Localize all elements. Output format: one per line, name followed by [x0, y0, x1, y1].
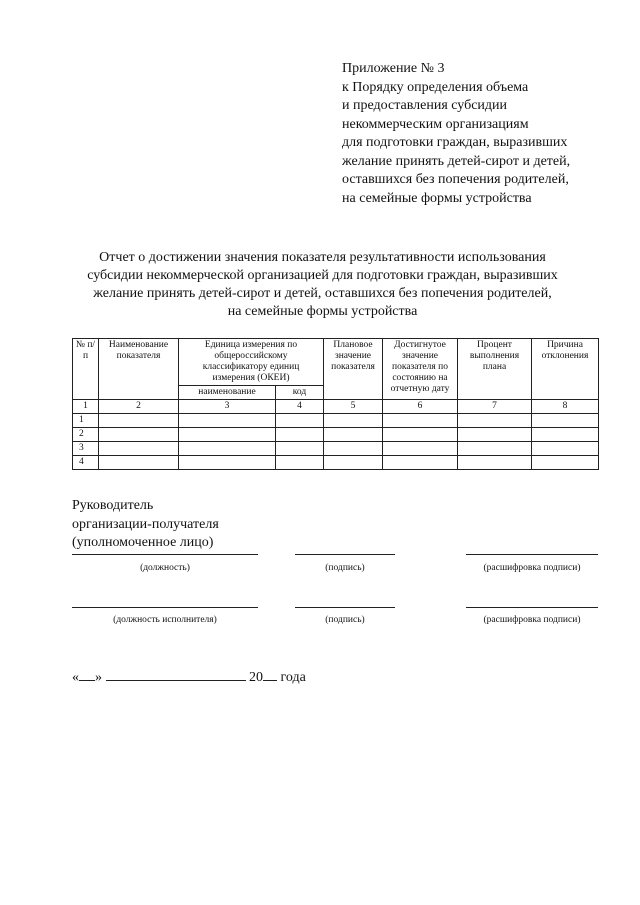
table-cell[interactable] [179, 456, 276, 470]
table-cell[interactable] [179, 414, 276, 428]
table-cell[interactable] [276, 428, 324, 442]
table-cell[interactable] [383, 414, 458, 428]
header-percent: Процент выполнения плана [458, 339, 532, 400]
report-title-line: на семейные формы устройства [227, 304, 418, 319]
year-suffix: года [280, 670, 306, 685]
header-num: № п/п [73, 339, 99, 400]
row-number: 3 [73, 442, 99, 456]
table-cell[interactable] [383, 428, 458, 442]
column-number: 7 [458, 400, 532, 414]
table-row [73, 442, 599, 456]
appendix-line: желание принять детей-сирот и детей, [342, 153, 571, 169]
column-number: 5 [324, 400, 383, 414]
table-cell[interactable] [324, 428, 383, 442]
table-cell[interactable] [276, 456, 324, 470]
table-cell[interactable] [458, 428, 532, 442]
header-indicator-name: Наименование показателя [99, 339, 179, 400]
column-number: 4 [276, 400, 324, 414]
table-cell[interactable] [99, 456, 179, 470]
table-cell[interactable] [179, 428, 276, 442]
executor-signature-caption: (подпись) [325, 615, 365, 625]
table-cell[interactable] [276, 414, 324, 428]
table-row [73, 456, 599, 470]
row-number: 4 [73, 456, 99, 470]
table-cell[interactable] [276, 442, 324, 456]
appendix-line: к Порядку определения объема [342, 79, 529, 95]
header-achieved: Достигнутое значение показателя по состоянию на отчетную дату [383, 339, 458, 400]
header-reason: Причина отклонения [532, 339, 599, 400]
executor-position-line[interactable] [72, 607, 258, 608]
appendix-line: оставшихся без попечения родителей, [342, 172, 569, 187]
table-cell[interactable] [179, 442, 276, 456]
column-number: 8 [532, 400, 599, 414]
table-cell[interactable] [383, 456, 458, 470]
table-cell[interactable] [458, 456, 532, 470]
table-cell[interactable] [99, 414, 179, 428]
appendix-line: Приложение № 3 [342, 61, 445, 76]
day-blank[interactable] [79, 668, 95, 681]
row-number: 1 [73, 414, 99, 428]
column-number: 2 [99, 400, 179, 414]
signature-caption: (подпись) [325, 563, 365, 573]
date-line [72, 668, 306, 686]
table-cell[interactable] [99, 428, 179, 442]
date-close-quote: » [95, 670, 102, 685]
executor-decoding-line[interactable] [466, 607, 598, 608]
executor-signature-line[interactable] [295, 607, 395, 608]
appendix-block [342, 60, 632, 208]
executor-position-caption: (должность исполнителя) [113, 615, 217, 625]
appendix-line: некоммерческим организациям [342, 116, 529, 132]
year-blank[interactable] [263, 668, 277, 681]
table-row [73, 428, 599, 442]
signer-block [72, 497, 219, 553]
decoding-caption: (расшифровка подписи) [483, 563, 581, 573]
table-cell[interactable] [324, 414, 383, 428]
table-cell[interactable] [324, 456, 383, 470]
table-cell[interactable] [532, 428, 599, 442]
table-cell[interactable] [532, 442, 599, 456]
header-unit: Единица измерения по общероссийскому классификатору единиц измерения (ОКЕИ) [179, 339, 324, 386]
column-number: 6 [383, 400, 458, 414]
table-cell[interactable] [532, 414, 599, 428]
signer-line: организации-получателя [72, 516, 219, 532]
table-cell[interactable] [458, 442, 532, 456]
report-title [40, 249, 605, 321]
signer-line: Руководитель [72, 498, 154, 513]
column-number: 1 [73, 400, 99, 414]
position-signature-line[interactable] [72, 554, 258, 555]
table-row [73, 414, 599, 428]
row-number: 2 [73, 428, 99, 442]
header-unit-code: код [276, 386, 324, 400]
appendix-line: на семейные формы устройства [342, 190, 532, 206]
appendix-line: и предоставления субсидии [342, 98, 508, 113]
column-number: 3 [179, 400, 276, 414]
signature-line[interactable] [295, 554, 395, 555]
header-unit-name: наименование [179, 386, 276, 400]
report-table [72, 338, 599, 470]
table-cell[interactable] [324, 442, 383, 456]
report-title-line: желание принять детей-сирот и детей, оставшихся без попечения родителей, [93, 286, 552, 301]
signer-line: (уполномоченное лицо) [72, 535, 214, 550]
report-title-line: Отчет о достижении значения показателя результативности использования [99, 250, 546, 265]
table-cell[interactable] [99, 442, 179, 456]
report-title-line: субсидии некоммерческой организацией для подготовки граждан, выразивших [87, 268, 558, 283]
table-cell[interactable] [383, 442, 458, 456]
year-prefix: 20 [249, 670, 263, 685]
month-blank[interactable] [106, 668, 246, 681]
date-open-quote: « [72, 670, 79, 685]
executor-decoding-caption: (расшифровка подписи) [483, 615, 581, 625]
appendix-line: для подготовки граждан, выразивших [342, 135, 568, 150]
table-cell[interactable] [458, 414, 532, 428]
position-caption: (должность) [140, 563, 190, 573]
table-cell[interactable] [532, 456, 599, 470]
header-planned: Плановое значение показателя [324, 339, 383, 400]
decoding-signature-line[interactable] [466, 554, 598, 555]
